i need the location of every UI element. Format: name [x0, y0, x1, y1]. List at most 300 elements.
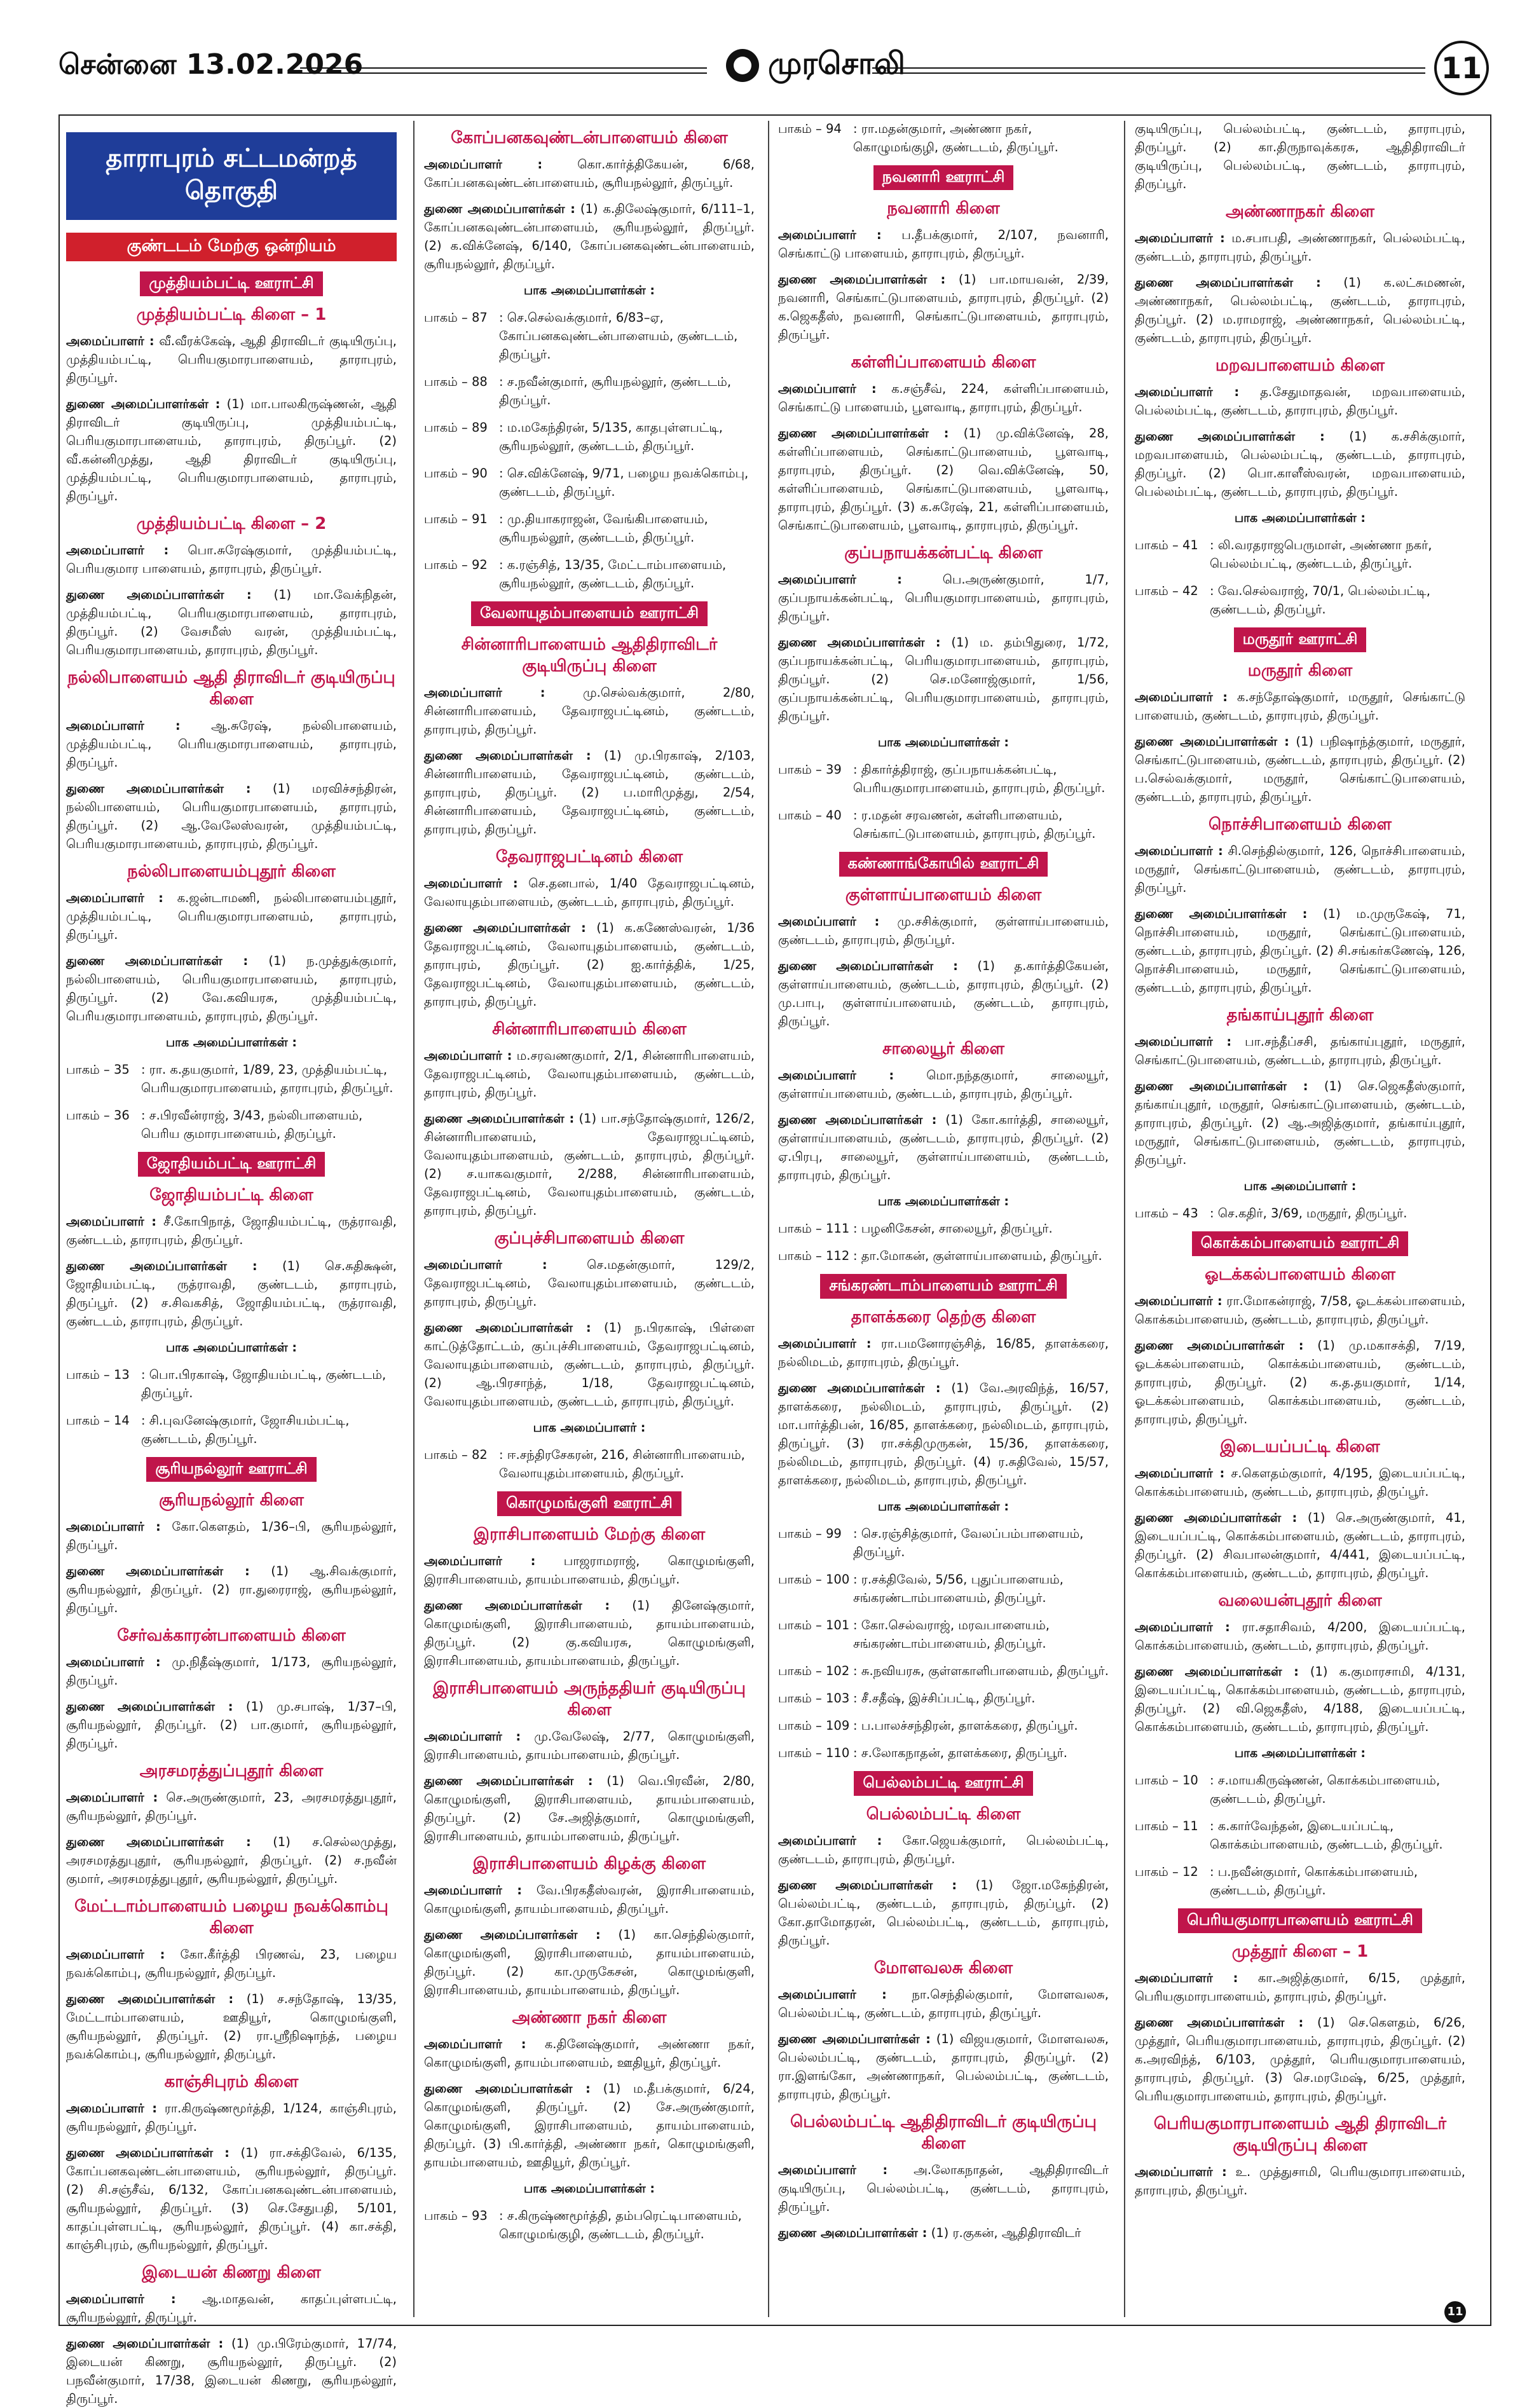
appointment-entry [778, 2224, 1109, 2242]
appointment-entry [66, 716, 397, 772]
booth-number: பாகம் – 11 [1135, 1819, 1198, 1833]
section-subheading: பாக அமைப்பாளர்கள் : [877, 735, 1009, 749]
appointment-entry [1135, 1662, 1465, 1736]
appointment-entry [66, 1653, 397, 1690]
appointment-entry [778, 633, 1109, 725]
appointment-entry [778, 912, 1109, 949]
appointment-entry [424, 1772, 755, 1845]
role-label: அமைப்பாளர் : [778, 1833, 882, 1848]
booth-entry [424, 510, 755, 547]
booth-appointee: : ப.நவீன்குமார், கொக்கம்பாளையம், குண்டடம், திருப்பூர். [1210, 1864, 1418, 1898]
role-label: துணை அமைப்பாளர்கள் : [1135, 2015, 1304, 2030]
role-label: துணை அமைப்பாளர்கள் : [1135, 734, 1289, 749]
appointment-entry [778, 570, 1109, 626]
role-label: துணை அமைப்பாளர்கள் : [778, 959, 958, 973]
panchayat-tag: மருதூர் ஊராட்சி [1234, 627, 1367, 652]
role-label: துணை அமைப்பாளர்கள் : [778, 272, 946, 287]
appointment-entry [778, 1985, 1109, 2022]
appointee-details: ப.தீபக்குமார், 2/107, நவனாரி, செங்காட்டு பாளையம், தாராபுரம், திருப்பூர். [778, 228, 1109, 261]
appointment-entry [66, 332, 397, 387]
page-number: 11 [1434, 41, 1489, 95]
appointee-details: வே.பிரகதீஸ்வரன், இராசிபாளையம், கொழுமங்குளி, தாயம்பாளையம், திருப்பூர். [424, 1883, 755, 1916]
appointee-details: (1) ஆ.சிவக்குமார், சூரியநல்லூர், திருப்பூர். (2) ரா.துரைராஜ், சூரியநல்லூர், திருப்பூர். [66, 1564, 397, 1615]
appointment-entry [66, 1990, 397, 2063]
column-3 [778, 120, 1109, 2319]
role-label: துணை அமைப்பாளர்கள் : [1135, 906, 1308, 921]
column-divider [413, 121, 414, 2317]
appointee-details: (1) பநிஷாந்த்குமார், மருதூர், செங்காட்டுபாளையம், குண்டடம், தாராபுரம், திருப்பூர். (2) ப.செல்வக்குமார், மருதூர், செங்காட்டுபாளையம், குண்டடம், தாராபுரம், திருப்பூர். [1135, 734, 1465, 804]
branch-heading: சேர்வக்காரன்பாளையம் கிளை [117, 1626, 346, 1645]
appointee-details: ரா.சதாசிவம், 4/200, இடையப்பட்டி, கொக்கம்பாளையம், குண்டடம், தாராபுரம், திருப்பூர். [1135, 1620, 1465, 1653]
appointment-entry [424, 1318, 755, 1411]
appointment-entry [1135, 1336, 1465, 1428]
booth-entry [778, 120, 1109, 156]
appointee-details: செ.மதன்குமார், 129/2, தேவராஜபட்டினம், வேலாயுதம்பாளையம், குண்டடம், தாராபுரம், திருப்பூர். [424, 1257, 755, 1309]
role-label: அமைப்பாளர் : [778, 228, 882, 242]
branch-heading: மோளவலசு கிளை [873, 1959, 1013, 1978]
appointee-details: கோ.கௌதம், 1/36–பி, சூரியநல்லூர், திருப்பூர். [66, 1519, 397, 1552]
branch-heading: பெல்லம்பட்டி கிளை [866, 1805, 1021, 1824]
appointee-details: (1) க.கணேஸ்வரன், 1/36 தேவராஜபட்டினம், வேலாயுதம்பாளையம், குண்டடம், தாராபுரம், திருப்பூர். (2) ஐ.கார்த்திக், 1/25, தேவராஜபட்டினம், வேலாயுதம்பாளையம், குண்டடம், தாராபுரம், திருப்பூர். [424, 920, 755, 1009]
branch-heading: சாலையூர் கிளை [882, 1039, 1004, 1058]
appointee-details: மொ.நந்தகுமார், சாலையூர், குள்ளாய்பாளையம், குண்டடம், தாராபுரம், திருப்பூர். [778, 1068, 1109, 1101]
booth-appointee: : ப.பாலச்சந்திரன், தாளக்கரை, திருப்பூர். [853, 1718, 1078, 1733]
appointment-entry [424, 1552, 755, 1589]
appointment-entry [1135, 1508, 1465, 1582]
column-4 [1135, 120, 1465, 2319]
booth-number: பாகம் – 43 [1135, 1206, 1198, 1221]
masthead-rule-right [872, 67, 1425, 74]
role-label: அமைப்பாளர் : [424, 876, 518, 891]
appointee-details: (1) ம.தீபக்குமார், 6/24, கொழுமங்குளி, திருப்பூர். (2) சே.அருண்குமார், கொழுமங்குளி, இராசிபாளையம், தாயம்பாளையம், திருப்பூர். (3) பி.கார்த்தி, அண்ணா நகர், கொழுமங்குளி, தாயம்பாளையம், ஊதியூர், திருப்பூர். [424, 2081, 755, 2170]
booth-appointee: : ச.நவீன்குமார், சூரியநல்லூர், குண்டடம், திருப்பூர். [499, 374, 732, 407]
booth-entry [1135, 582, 1465, 619]
appointment-entry [778, 1876, 1109, 1950]
booth-appointee: : ஈ.சந்திரசேகரன், 216, சின்னாரிபாளையம், வேலாயுதம்பாளையம், திருப்பூர். [499, 1447, 745, 1481]
branch-heading: முத்தூர் கிளை – 1 [1231, 1942, 1369, 1961]
role-label: துணை அமைப்பாளர்கள் : [66, 1835, 251, 1849]
appointee-details: மு.நிதீஷ்குமார், 1/173, சூரியநல்லூர், திருப்பூர். [66, 1655, 397, 1688]
branch-heading: முத்தியம்பட்டி கிளை – 2 [136, 514, 327, 533]
role-label: துணை அமைப்பாளர்கள் : [778, 1381, 941, 1395]
booth-number: பாகம் – 94 [778, 121, 842, 136]
branch-heading: மறவபாளையம் கிளை [1215, 356, 1385, 375]
column-2 [424, 120, 755, 2319]
appointment-entry [424, 746, 755, 838]
panchayat-tag: கொழுமங்குளி ஊராட்சி [497, 1491, 681, 1516]
role-label: அமைப்பாளர் : [778, 1336, 872, 1351]
branch-heading: முத்தியம்பட்டி கிளை – 1 [136, 305, 327, 324]
panchayat-tag: கொக்கம்பாளையம் ஊராட்சி [1192, 1231, 1409, 1256]
appointee-details: (1) மா.வேக்நிதன், முத்தியம்பட்டி, பெரியகுமாரபாளையம், தாராபுரம், திருப்பூர். (2) வேசமீஸ் வரன், முத்தியம்பட்டி, பெரியகுமாரபாளையம், தாராபுரம், திருப்பூர். [66, 587, 397, 657]
branch-heading: மருதூர் கிளை [1247, 661, 1353, 680]
appointee-details: (1) ர.குகன், ஆதிதிராவிடர் [931, 2226, 1081, 2240]
constituency-banner: தாராபுரம் சட்டமன்றத் தொகுதி [66, 132, 397, 220]
booth-appointee: : வே.செல்வராஜ், 70/1, பெல்லம்பட்டி, குண்டடம், திருப்பூர். [1210, 584, 1430, 617]
role-label: அமைப்பாளர் : [66, 1790, 158, 1805]
role-label: துணை அமைப்பாளர்கள் : [778, 2032, 931, 2046]
panchayat-tag: முத்தியம்பட்டி ஊராட்சி [140, 271, 322, 296]
booth-entry [424, 418, 755, 455]
branch-heading: தங்காய்புதூர் கிளை [1226, 1006, 1374, 1025]
appointment-entry [66, 889, 397, 944]
appointment-entry [66, 2334, 397, 2408]
appointee-details: (1) க.குமாரசாமி, 4/131, இடையப்பட்டி, கொக்கம்பாளையம், குண்டடம், தாராபுரம், திருப்பூர். (2) வி.ஜெகதீஸ், 4/188, இடையப்பட்டி, கொக்கம்பாளையம், குண்டடம், தாராபுரம், திருப்பூர். [1135, 1664, 1465, 1734]
appointment-entry [424, 919, 755, 1011]
panchayat-tag: நவனாரி ஊராட்சி [873, 165, 1014, 190]
booth-number: பாகம் – 40 [778, 808, 842, 823]
appointment-entry [424, 1727, 755, 1764]
branch-heading: அண்ணா நகர் கிளை [512, 2008, 667, 2027]
masthead [33, 43, 1502, 100]
booth-number: பாகம் – 90 [424, 466, 488, 481]
appointee-details: க.தினேஷ்குமார், அண்ணா நகர், கொழுமங்குளி, தாயம்பாளையம், ஊதியூர், திருப்பூர். [424, 2037, 755, 2070]
panchayat-tag: ஜோதியம்பட்டி ஊராட்சி [138, 1152, 325, 1177]
branch-heading: குள்ளாய்பாளையம் கிளை [845, 886, 1042, 905]
role-label: அமைப்பாளர் : [424, 1883, 522, 1898]
role-label: துணை அமைப்பாளர்கள் : [778, 426, 949, 441]
appointee-details: ஆ.மாதவன், காதப்புள்ளபட்டி, சூரியநல்லூர், திருப்பூர். [66, 2292, 397, 2325]
branch-heading: நல்லிபாளையம் ஆதி திராவிடர் குடியிருப்பு கிளை [67, 668, 395, 709]
booth-appointee: : சீ.சதீஷ், இச்சிப்பட்டி, திருப்பூர். [853, 1691, 1036, 1706]
appointee-details: நா.செந்தில்குமார், மோளவலசு, பெல்லம்பட்டி, குண்டடம், தாராபுரம், திருப்பூர். [778, 1987, 1109, 2020]
appointee-details: (1) மு.சபாஷ், 1/37–பி, சூரியநல்லூர், திருப்பூர். (2) பா.குமார், சூரியநல்லூர், திருப்பூர். [66, 1699, 397, 1751]
role-label: அமைப்பாளர் : [66, 334, 154, 348]
booth-appointee: : ரா.மதன்குமார், அண்ணா நகர், கொழுமங்குழி, குண்டடம், திருப்பூர். [853, 121, 1058, 154]
branch-heading: கள்ளிப்பாளையம் கிளை [851, 353, 1036, 372]
appointment-entry [66, 1517, 397, 1554]
appointment-entry [66, 2099, 397, 2136]
booth-number: பாகம் – 13 [66, 1367, 130, 1382]
appointment-entry [424, 200, 755, 273]
branch-heading: சின்னாரிபாளையம் கிளை [492, 1020, 687, 1039]
panchayat-tag: சூரியநல்லூர் ஊராட்சி [146, 1457, 316, 1482]
appointment-entry [1135, 120, 1465, 193]
appointee-details: (1) மு.பிரகாஷ், 2/103, சின்னாரிபாளையம், தேவராஜபட்டினம், குண்டடம், தாராபுரம், திருப்பூர். (2) ப.மாரிமுத்து, 2/54, சின்னாரிபாளையம், தேவராஜபட்டினம், குண்டடம், தாராபுரம், திருப்பூர். [424, 748, 755, 837]
union-heading: குண்டடம் மேற்கு ஒன்றியம் [66, 233, 397, 261]
role-label: அமைப்பாளர் : [424, 1554, 536, 1568]
appointment-entry [66, 1257, 397, 1331]
role-label: அமைப்பாளர் : [778, 572, 902, 587]
appointee-details: (1) கோ.கார்த்தி, சாலையூர், குள்ளாய்பாளையம், குண்டடம், தாராபுரம், திருப்பூர். (2) ஏ.பிரபு, சாலையூர், குள்ளாய்பாளையம், குண்டடம், தாராபுரம், திருப்பூர். [778, 1112, 1109, 1182]
booth-number: பாகம் – 99 [778, 1526, 842, 1541]
booth-number: பாகம் – 103 [778, 1691, 850, 1706]
appointment-entry [778, 2030, 1109, 2104]
role-label: துணை அமைப்பாளர்கள் : [424, 748, 591, 763]
role-label: துணை அமைப்பாளர்கள் : [66, 1699, 233, 1714]
booth-number: பாகம் – 101 [778, 1618, 850, 1632]
branch-heading: இராசிபாளையம் கிழக்கு கிளை [472, 1854, 706, 1873]
section-subheading: பாக அமைப்பாளர்கள் : [1234, 1746, 1366, 1760]
appointee-details: ஆ.சுரேஷ், நல்லிபாளையம், முத்தியம்பட்டி, பெரியகுமாரபாளையம், தாராபுரம், திருப்பூர். [66, 718, 397, 770]
appointment-entry [778, 226, 1109, 263]
appointment-entry [1135, 383, 1465, 420]
booth-entry [778, 1570, 1109, 1607]
appointee-details: கோ.கீர்த்தி பிரணவ், 23, பழைய நவக்கொம்பு, சூரியநல்லூர், திருப்பூர். [66, 1947, 397, 1980]
appointment-entry [1135, 732, 1465, 806]
panchayat-tag: கண்ணாங்கோயில் ஊராட்சி [839, 852, 1048, 877]
booth-appointee: : க.ரஞ்சித், 13/35, மேட்டாம்பாளையம், சூரியநல்லூர், குண்டடம், திருப்பூர். [499, 558, 727, 591]
paper-name: முரசொலி [768, 46, 905, 81]
role-label: துணை அமைப்பாளர்கள் : [66, 587, 252, 602]
booth-appointee: : ரா. க.தயகுமார், 1/89, 23, முத்தியம்பட்டி, பெரியகுமாரபாளையம், தாராபுரம், திருப்பூர். [141, 1062, 394, 1095]
appointment-entry [1135, 1077, 1465, 1169]
booth-number: பாகம் – 87 [424, 310, 488, 325]
booth-entry [424, 556, 755, 592]
appointment-entry [424, 2035, 755, 2072]
appointee-details: ரா.கிருஷ்ணமூர்த்தி, 1/124, காஞ்சிபுரம், சூரியநல்லூர், திருப்பூர். [66, 2101, 397, 2134]
panchayat-tag: பெல்லம்பட்டி ஊராட்சி [854, 1771, 1032, 1796]
role-label: துணை அமைப்பாளர்கள் : [778, 635, 941, 650]
role-label: துணை அமைப்பாளர்கள் : [1135, 429, 1325, 444]
appointee-details: (1) தினேஷ்குமார், கொழுமங்குளி, இராசிபாளையம், தாயம்பாளையம், திருப்பூர். (2) கு.கவியரசு, கொழுமங்குளி, இராசிபாளையம், தாயம்பாளையம், திருப்பூர். [424, 1598, 755, 1668]
appointee-details: (1) ரா.சக்திவேல், 6/135, கோப்பனகவுண்டன்பாளையம், சூரியநல்லூர், திருப்பூர். (2) சி.சஞ்சீவ், 6/132, கோப்பனகவுண்டன்பாளையம், சூரியநல்லூர், திருப்பூர். (3) செ.சேதுபதி, 5/101, காதப்புள்ளபட்டி, சூரியநல்லூர், திருப்பூர். (4) கா.சக்தி, காஞ்சிபுரம், சூரியநல்லூர், திருப்பூர். [66, 2145, 397, 2252]
branch-heading: இடையப்பட்டி கிளை [1220, 1437, 1380, 1456]
role-label: அமைப்பாளர் : [778, 1987, 887, 2002]
role-label: துணை அமைப்பாளர்கள் : [66, 1259, 257, 1273]
appointee-details: (1) ச.சந்தோஷ், 13/35, மேட்டாம்பாளையம், ஊதியூர், கொழுமங்குளி, சூரியநல்லூர், திருப்பூர். (2) ரா.ஸ்ரீநிஷாந்த், பழைய நவக்கொம்பு, சூரியநல்லூர், திருப்பூர். [66, 1992, 397, 2062]
appointment-entry [66, 585, 397, 659]
appointment-entry [66, 1945, 397, 1982]
appointee-details: க.சஞ்சீவ், 224, கள்ளிப்பாளையம், செங்காட்டு பாளையம், பூளவாடி, தாராபுரம், திருப்பூர். [778, 381, 1109, 414]
role-label: அமைப்பாளர் : [424, 1729, 521, 1744]
appointment-entry [424, 2079, 755, 2172]
booth-number: பாகம் – 102 [778, 1664, 850, 1678]
section-subheading: பாக அமைப்பாளர்கள் : [523, 2182, 655, 2196]
branch-heading: அண்ணாநகர் கிளை [1226, 202, 1374, 221]
branch-heading: ஜோதியம்பட்டி கிளை [149, 1186, 313, 1205]
booth-entry [1135, 1771, 1465, 1808]
appointment-entry [424, 874, 755, 911]
booth-number: பாகம் – 91 [424, 512, 488, 526]
role-label: அமைப்பாளர் : [424, 2037, 526, 2051]
appointee-details: பாஜராமராஜ், கொழுமங்குளி, இராசிபாளையம், தாயம்பாளையம், திருப்பூர். [424, 1554, 755, 1587]
branch-heading: அரசமரத்துப்புதூர் கிளை [139, 1762, 324, 1781]
booth-entry [66, 1365, 397, 1402]
booth-entry [778, 1689, 1109, 1707]
booth-number: பாகம் – 41 [1135, 538, 1198, 552]
appointee-details: மு.வேலேஷ், 2/77, கொழுமங்குளி, இராசிபாளையம், தாயம்பாளையம், திருப்பூர். [424, 1729, 755, 1762]
booth-appointee: : ச.கிருஷ்ணமூர்த்தி, தம்பரெட்டிபாளையம், கொழுமங்குழி, குண்டடம், திருப்பூர். [499, 2208, 742, 2241]
appointee-details: மு.சசிக்குமார், குள்ளாய்பாளையம், குண்டடம், தாராபுரம், திருப்பூர். [778, 914, 1109, 947]
booth-appointee: : மு.தியாகராஜன், வேங்கிபாளையம், சூரியநல்லூர், குண்டடம், திருப்பூர். [499, 512, 708, 545]
role-label: துணை அமைப்பாளர்கள் : [66, 1992, 234, 2006]
branch-heading: காஞ்சிபுரம் கிளை [164, 2072, 299, 2091]
appointment-entry [424, 1926, 755, 1999]
appointee-details: பெ.அருண்குமார், 1/7, குப்பநாயக்கன்பட்டி, பெரியகுமாரபாளையம், தாராபுரம், திருப்பூர். [778, 572, 1109, 624]
booth-number: பாகம் – 112 [778, 1248, 850, 1263]
section-subheading: பாக அமைப்பாளர்கள் : [877, 1500, 1009, 1514]
appointment-entry [778, 1111, 1109, 1184]
appointment-entry [778, 424, 1109, 535]
booth-entry [1135, 1204, 1465, 1222]
role-label: துணை அமைப்பாளர்கள் : [66, 954, 249, 968]
appointee-details: குடியிருப்பு, பெல்லம்பட்டி, குண்டடம், தாராபுரம், திருப்பூர். (2) கா.திருநாவுக்கரசு, ஆதிதிராவிடர் குடியிருப்பு, பெல்லம்பட்டி, குண்டடம், தாராபுரம், திருப்பூர். [1135, 121, 1465, 191]
appointee-details: (1) வெ.பிரவீன், 2/80, கொழுமங்குளி, இராசிபாளையம், தாயம்பாளையம், திருப்பூர். (2) சே.அஜித்குமார், கொழுமங்குளி, இராசிபாளையம், தாயம்பாளையம், திருப்பூர். [424, 1774, 755, 1844]
appointee-details: (1) க.சசிக்குமார், மறவபாளையம், பெல்லம்பட்டி, குண்டடம், தாராபுரம், திருப்பூர். (2) பொ.காளீஸ்வரன், மறவபாளையம், பெல்லம்பட்டி, குண்டடம், தாராபுரம், திருப்பூர். [1135, 429, 1466, 499]
booth-appointee: : கோ.செல்வராஜ், மரவபாளையம், சங்கரண்டாம்பாளையம், திருப்பூர். [853, 1618, 1050, 1651]
booth-number: பாகம் – 111 [778, 1221, 850, 1236]
role-label: அமைப்பாளர் : [66, 543, 169, 558]
role-label: துணை அமைப்பாளர்கள் : [1135, 1079, 1308, 1093]
appointee-details: ம.சரவணகுமார், 2/1, சின்னாரிபாளையம், தேவராஜபட்டினம், வேலாயுதம்பாளையம், குண்டடம், தாராபுரம், திருப்பூர். [424, 1048, 755, 1100]
booth-appointee: : செ.விக்னேஷ், 9/71, பழைய நவக்கொம்பு, குண்டடம், திருப்பூர். [499, 466, 749, 499]
role-label: துணை அமைப்பாளர்கள் : [778, 1878, 957, 1892]
appointment-entry [1135, 1292, 1465, 1329]
appointee-details: உ. முத்துசாமி, பெரியகுமாரபாளையம், தாராபுரம், திருப்பூர். [1135, 2165, 1465, 2198]
appointee-details: (1) க.லட்சுமணன், அண்ணாநகர், பெல்லம்பட்டி, குண்டடம், தாராபுரம், திருப்பூர். (2) ம.ராமராஜ், அண்ணாநகர், பெல்லம்பட்டி, குண்டடம், தாராபுரம், திருப்பூர். [1135, 275, 1465, 345]
masthead-date: சென்னை 13.02.2026 [58, 48, 364, 81]
booth-number: பாகம் – 14 [66, 1413, 130, 1428]
appointment-entry [66, 2144, 397, 2254]
role-label: அமைப்பாளர் : [424, 157, 543, 172]
booth-appointee: : செ.கதிர், 3/69, மருதூர், திருப்பூர். [1210, 1206, 1407, 1221]
branch-heading: பெரியகுமாரபாளையம் ஆதி திராவிடர் குடியிருப்பு கிளை [1153, 2114, 1447, 2155]
appointee-details: (1) மு.மகாசக்தி, 7/19, ஓடக்கல்பாளையம், கொக்கம்பாளையம், குண்டடம், தாராபுரம், திருப்பூர். (2) க.த.தயகுமார், 1/14, ஓடக்கல்பாளையம், கொக்கம்பாளையம், குண்டடம், தாராபுரம், திருப்பூர். [1135, 1338, 1466, 1426]
appointee-details: (1) ம.முருகேஷ், 71, நொச்சிபாளையம், மருதூர், செங்காட்டுபாளையம், குண்டடம், தாராபுரம், திருப்பூர். (2) சி.சங்கர்கணேஷ், 126, நொச்சிபாளையம், மருதூர், செங்காட்டுபாளையம், குண்டடம், தாராபுரம், திருப்பூர். [1135, 906, 1466, 995]
appointee-details: க.ஜன்டாமணி, நல்லிபாளையம்புதூர், முத்தியம்பட்டி, பெரியகுமாரபாளையம், தாராபுரம், திருப்பூர். [66, 891, 397, 942]
footer-page-number: 11 [1444, 2301, 1466, 2323]
role-label: அமைப்பாளர் : [778, 914, 880, 929]
paper-logo-icon [726, 49, 759, 82]
role-label: துணை அமைப்பாளர்கள் : [1135, 1338, 1304, 1353]
section-subheading: பாக அமைப்பாளர் : [533, 1421, 646, 1435]
appointment-entry [1135, 1969, 1465, 2006]
booth-number: பாகம் – 109 [778, 1718, 850, 1733]
role-label: துணை அமைப்பாளர்கள் : [1135, 275, 1321, 290]
appointment-entry [424, 1046, 755, 1102]
booth-number: பாகம் – 89 [424, 420, 488, 435]
role-label: துணை அமைப்பாளர்கள் : [1135, 1664, 1299, 1679]
appointee-details: வீ.வீரக்கேஷ், ஆதி திராவிடர் குடியிருப்பு, முத்தியம்பட்டி, பெரியகுமாரபாளையம், தாராபுரம், திருப்பூர். [66, 334, 397, 385]
booth-entry [778, 1247, 1109, 1265]
booth-entry [778, 1524, 1109, 1561]
appointment-entry [1135, 229, 1465, 266]
appointee-details: ரா.பமனோரஞ்சித், 16/85, தாளக்கரை, நல்லிமடம், தாராபுரம், திருப்பூர். [778, 1336, 1109, 1369]
booth-appointee: : பொ.பிரகாஷ், ஜோதியம்பட்டி, குண்டடம், திருப்பூர். [141, 1367, 387, 1400]
branch-heading: நவனாரி கிளை [887, 199, 1000, 218]
branch-heading: இராசிபாளையம் மேற்கு கிளை [473, 1525, 706, 1544]
branch-heading: பெல்லம்பட்டி ஆதிதிராவிடர் குடியிருப்பு கிளை [790, 2112, 1097, 2153]
role-label: துணை அமைப்பாளர்கள் : [424, 1927, 601, 1942]
appointee-details: (1) மு.விக்னேஷ், 28, கள்ளிப்பாளையம், செங்காட்டுபாளையம், பூளவாடி, தாராபுரம், திருப்பூர். (2) வெ.விக்னேஷ், 50, கள்ளிப்பாளையம், செங்காட்டுபாளையம், பூளவாடி, தாராபுரம், திருப்பூர். (3) க.சுரேஷ், 21, கள்ளிப்பாளையம், செங்காட்டுபாளையம், பூளவாடி, தாராபுரம், திருப்பூர். [778, 426, 1109, 533]
role-label: துணை அமைப்பாளர்கள் : [424, 1320, 591, 1335]
appointee-details: ச.கௌதம்குமார், 4/195, இடையப்பட்டி, கொக்கம்பாளையம், குண்டடம், தாராபுரம், திருப்பூர். [1135, 1466, 1465, 1499]
appointee-details: (1) ச.செல்லமுத்து, அரசமரத்துபுதூர், சூரியநல்லூர், திருப்பூர். (2) ச.நவீன் குமார், அரசமரத்துபுதூர், சூரியநல்லூர், திருப்பூர். [66, 1835, 397, 1886]
branch-heading: இடையன் கிணறு கிளை [142, 2263, 321, 2282]
appointee-details: (1) க.திலேஷ்குமார், 6/111–1, கோப்பனகவுண்டன்பாளையம், சூரியநல்லூர், திருப்பூர். (2) க.விக்னேஷ், 6/140, கோப்பனகவுண்டன்பாளையம், சூரியநல்லூர், திருப்பூர். [424, 202, 755, 271]
appointee-details: (1) பா.சந்தோஷ்குமார், 126/2, சின்னாரிபாளையம், தேவராஜபட்டினம், வேலாயுதம்பாளையம், குண்டடம், தாராபுரம், திருப்பூர். (2) ச.யாகவகுமார், 2/288, சின்னாரிபாளையம், தேவராஜபட்டினம், வேலாயுதம்பாளையம், குண்டடம், தாராபுரம், திருப்பூர். [424, 1111, 755, 1218]
branch-heading: நல்லிபாளையம்புதூர் கிளை [127, 862, 336, 881]
appointment-entry [66, 395, 397, 505]
appointment-entry [1135, 1464, 1465, 1501]
booth-appointee: : திகார்த்திராஜ், குப்பநாயக்கன்பட்டி, பெரியகுமாரபாளையம், தாராபுரம், திருப்பூர். [853, 762, 1106, 795]
role-label: அமைப்பாளர் : [424, 1048, 512, 1063]
appointee-details: ம.சபாபதி, அண்ணாநகர், பெல்லம்பட்டி, குண்டடம், தாராபுரம், திருப்பூர். [1135, 231, 1465, 264]
booth-number: பாகம் – 39 [778, 762, 842, 777]
booth-appointee: : செ.செல்வக்குமார், 6/83–ஏ, கோப்பனகவுண்டன்பாளையம், குண்டடம், திருப்பூர். [499, 310, 738, 362]
appointee-details: பொ.சுரேஷ்குமார், முத்தியம்பட்டி, பெரியகுமார பாளையம், தாராபுரம், திருப்பூர். [66, 543, 397, 576]
role-label: அமைப்பாளர் : [1135, 1620, 1230, 1634]
role-label: அமைப்பாளர் : [778, 1068, 894, 1083]
booth-entry [424, 1446, 755, 1482]
role-label: அமைப்பாளர் : [1135, 1294, 1222, 1308]
panchayat-tag: சங்கரண்டாம்பாளையம் ஊராட்சி [820, 1274, 1067, 1299]
booth-appointee: : ச.பிரவீன்ராஜ், 3/43, நல்லிபாளையம், பெரிய குமாரபாளையம், திருப்பூர். [141, 1108, 363, 1141]
appointment-entry [778, 1831, 1109, 1868]
role-label: அமைப்பாளர் : [424, 685, 545, 700]
appointment-entry [778, 957, 1109, 1030]
booth-entry [424, 373, 755, 409]
appointment-entry [66, 952, 397, 1025]
role-label: துணை அமைப்பாளர்கள் : [66, 2336, 224, 2351]
branch-heading: நொச்சிபாளையம் கிளை [1209, 815, 1392, 834]
booth-entry [778, 760, 1109, 797]
role-label: துணை அமைப்பாளர்கள் : [424, 202, 575, 216]
booth-appointee: : சி.புவனேஷ்குமார், ஜோசியம்பட்டி, குண்டடம், திருப்பூர். [141, 1413, 350, 1446]
booth-number: பாகம் – 110 [778, 1746, 850, 1760]
booth-appointee: : ர.மதன் சரவணன், கள்ளிபாளையம், செங்காட்டுபாளையம், தாராபுரம், திருப்பூர். [853, 808, 1096, 841]
role-label: துணை அமைப்பாளர்கள் : [424, 920, 586, 935]
branch-heading: இராசிபாளையம் அருந்ததியர் குடியிருப்பு கிளை [433, 1679, 746, 1720]
appointee-details: (1) மரவிச்சந்திரன், நல்லிபாளையம், பெரியகுமாரபாளையம், தாராபுரம், திருப்பூர். (2) ஆ.வேலேஸ்வரன், முத்தியம்பட்டி, பெரியகுமாரபாளையம், தாராபுரம், திருப்பூர். [66, 781, 397, 851]
appointment-entry [66, 779, 397, 853]
booth-number: பாகம் – 10 [1135, 1773, 1198, 1788]
appointment-entry [1135, 2163, 1465, 2199]
role-label: துணை அமைப்பாளர்கள் : [66, 781, 251, 796]
appointment-entry [1135, 2013, 1465, 2105]
appointee-details: (1) செ.சுதிக்ஷன், ஜோதியம்பட்டி, ருத்ராவதி, குண்டடம், தாராபுரம், திருப்பூர். (2) ச.சிவகசித், ஜோதியம்பட்டி, ருத்ராவதி, குண்டடம், தாராபுரம், திருப்பூர். [66, 1259, 397, 1329]
role-label: துணை அமைப்பாளர்கள் : [424, 1774, 593, 1788]
appointee-details: (1) விஜயகுமார், மோளவலசு, பெல்லம்பட்டி, குண்டடம், தாராபுரம், திருப்பூர். (2) ரா.இளங்கோ, அண்ணாநகர், பெல்லம்பட்டி, குண்டடம், தாராபுரம், திருப்பூர். [778, 2032, 1109, 2102]
appointment-entry [424, 1109, 755, 1220]
role-label: துணை அமைப்பாளர்கள் : [424, 1598, 610, 1613]
masthead-rule-left [300, 67, 707, 74]
booth-entry [1135, 1863, 1465, 1899]
role-label: அமைப்பாளர் : [778, 381, 877, 396]
role-label: அமைப்பாளர் : [1135, 1466, 1225, 1481]
panchayat-tag: வேலாயுதம்பாளையம் ஊராட்சி [471, 601, 708, 626]
booth-appointee: : ம.மகேந்திரன், 5/135, காதபுள்ளபட்டி, சூரியநல்லூர், குண்டடம், திருப்பூர். [499, 420, 723, 453]
booth-appointee: : ச.லோகநாதன், தாளக்கரை, திருப்பூர். [853, 1746, 1067, 1760]
branch-heading: மேட்டாம்பாளையம் பழைய நவக்கொம்பு கிளை [74, 1897, 388, 1938]
role-label: அமைப்பாளர் : [66, 718, 181, 733]
role-label: அமைப்பாளர் : [778, 2163, 888, 2177]
branch-heading: சின்னாரிபாளையம் ஆதிதிராவிடர் குடியிருப்பு கிளை [461, 635, 718, 676]
role-label: அமைப்பாளர் : [66, 1655, 161, 1669]
appointment-entry [1135, 688, 1465, 725]
branch-heading: தேவராஜபட்டினம் கிளை [495, 847, 683, 866]
appointee-details: (1) கா.செந்தில்குமார், கொழுமங்குளி, இராசிபாளையம், தாயம்பாளையம், திருப்பூர். (2) கா.முருகேசன், கொழுமங்குளி, இராசிபாளையம், தாயம்பாளையம், திருப்பூர். [424, 1927, 755, 1997]
role-label: துணை அமைப்பாளர்கள் : [66, 2145, 229, 2160]
appointee-details: கொ.கார்த்திகேயன், 6/68, கோப்பனகவுண்டன்பாளையம், சூரியநல்லூர், திருப்பூர். [424, 157, 755, 190]
appointment-entry [66, 2290, 397, 2327]
role-label: அமைப்பாளர் : [66, 1519, 161, 1534]
appointee-details: கா.அஜித்குமார், 6/15, முத்தூர், பெரியகுமாரபாளையம், தாராபுரம், திருப்பூர். [1135, 1971, 1465, 2004]
booth-entry [1135, 536, 1465, 573]
panchayat-tag: பெரியகுமாரபாளையம் ஊராட்சி [1178, 1908, 1422, 1933]
booth-number: பாகம் – 42 [1135, 584, 1198, 598]
appointment-entry [66, 1788, 397, 1825]
appointment-entry [424, 1255, 755, 1311]
booth-entry [778, 1219, 1109, 1238]
appointee-details: (1) ஜோ.மகேந்திரன், பெல்லம்பட்டி, குண்டடம், தாராபுரம், திருப்பூர். (2) கோ.தாமோதரன், பெல்லம்பட்டி, குண்டடம், தாராபுரம், திருப்பூர். [778, 1878, 1109, 1948]
appointment-entry [66, 1697, 397, 1753]
booth-number: பாகம் – 35 [66, 1062, 130, 1077]
role-label: அமைப்பாளர் : [1135, 2165, 1227, 2179]
appointment-entry [778, 1066, 1109, 1103]
appointee-details: ரா.மோகன்ராஜ், 7/58, ஓடக்கல்பாளையம், கொக்கம்பாளையம், குண்டடம், தாராபுரம், திருப்பூர். [1135, 1294, 1465, 1327]
